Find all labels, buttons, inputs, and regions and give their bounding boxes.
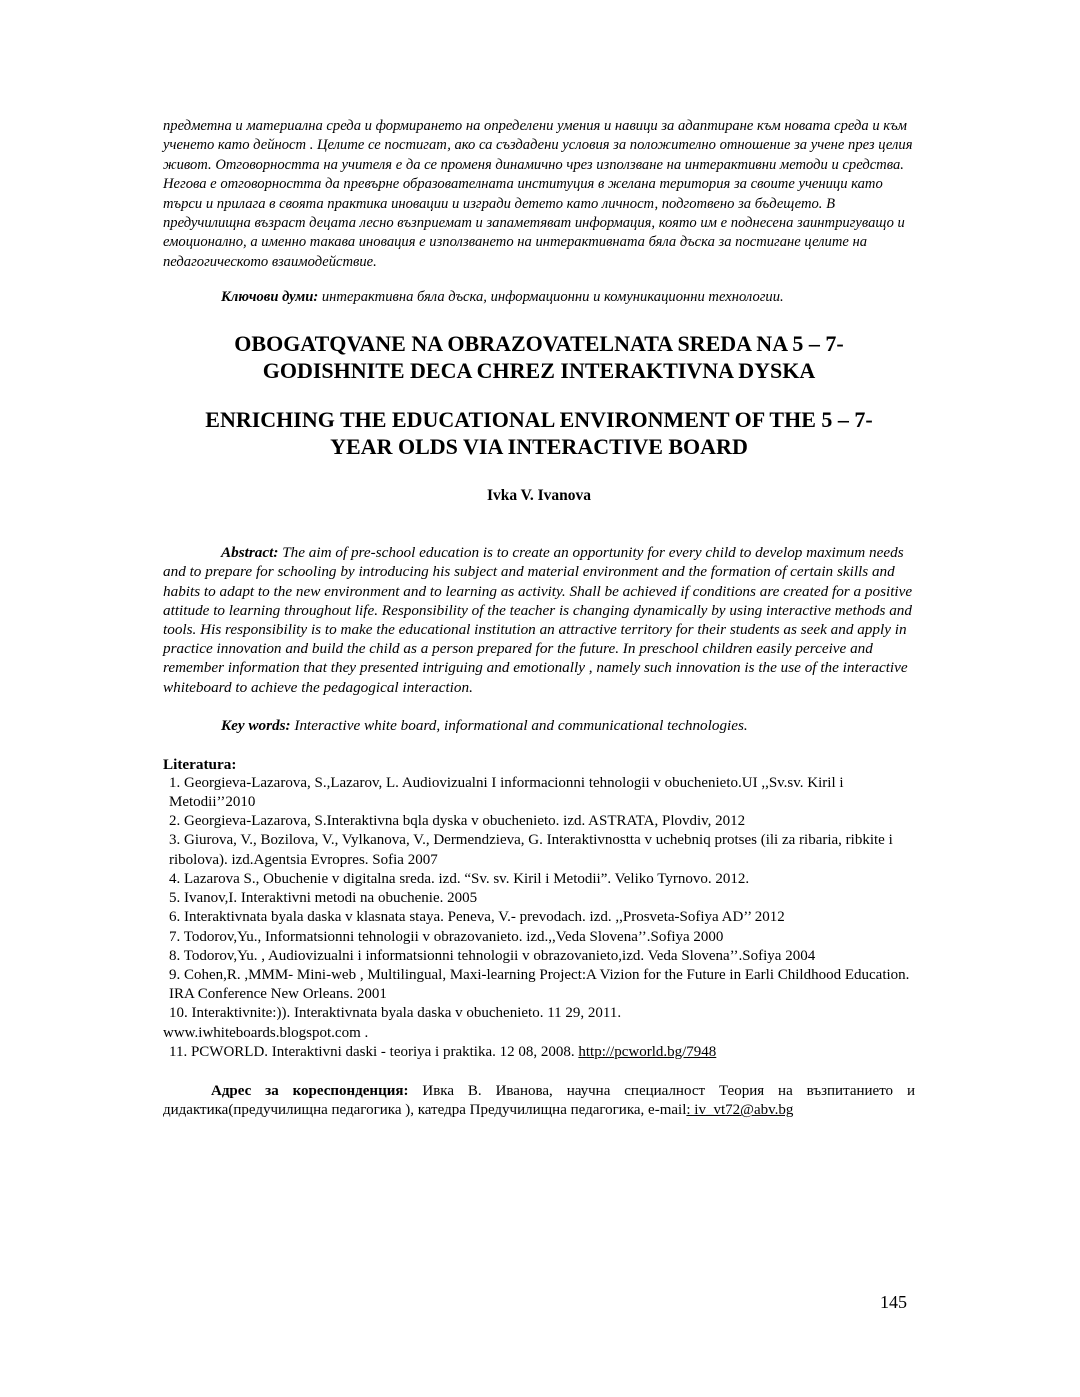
reference-item: 8. Todorov,Yu. , Audiovizualni i informatsionni tehnologii v obrazovanieto,izd. Veda Slovena’’.Sofiya 2004 bbox=[169, 947, 816, 964]
reference-item: 3. Giurova, V., Bozilova, V., Vylkanova, V., Dermendzieva, G. Interaktivnostta v uchebniq protses (ili za ribaria, ribkite i ribolova). izd.Agentsia Evropres. Sofia 2007 bbox=[169, 832, 893, 868]
bulgarian-abstract-continuation: предметна и материална среда и формирането на определени умения и навици за адаптиране към новата среда и към ученето като дейност . Целите се постигат, ако са създадени условия за положително отношение за учене през целия живот. Отговорността на учителя е да се променя динамично чрез използване на интерактивни методи и средства. Негова е отговорността да превърне образователната институция в желана територия за своите ученици като търси и прилага в своята практика иновации и изгради детето като личност, подготвено за бъдещето. В предучилищна възраст децата лесно възприемат и запаметяват информация, която им е поднесена заинтригуващо и емоционално, а именно такава иновация е използването на интерактивната бяла дъска за постигане целите на педагогическото взаимодействие. bbox=[163, 118, 913, 270]
reference-10-url: www.iwhiteboards.blogspot.com . bbox=[163, 1024, 369, 1041]
email-link[interactable]: : iv_vt72@abv.bg bbox=[686, 1102, 794, 1119]
page-content bbox=[163, 117, 915, 1121]
correspondence-address bbox=[163, 1082, 915, 1121]
english-title-line-1: ENRICHING THE EDUCATIONAL ENVIRONMENT OF THE 5 – 7- bbox=[205, 407, 873, 433]
address-label: Адрес за кореспонденция: bbox=[211, 1082, 409, 1099]
abstract-label: Abstract: bbox=[221, 544, 279, 562]
english-keywords bbox=[163, 716, 915, 735]
keywords-text: Interactive white board, informational and communicational technologies. bbox=[290, 716, 748, 734]
english-abstract bbox=[163, 543, 915, 697]
bulgarian-keywords-text: интерактивна бяла дъска, информационни и комуникационни технологии. bbox=[318, 289, 784, 306]
reference-item: 1. Georgieva-Lazarova, S.,Lazarov, L. Audiovizualni I informacionni tehnologii v obuchenieto.UI ,,Sv.sv. Kiril i Metodii’’2010 bbox=[169, 774, 844, 811]
transliterated-title-line-2: GODISHNITE DECA CHREZ INTERAKTIVNA DYSKA bbox=[262, 358, 816, 384]
reference-item: 9. Cohen,R. ,MMM- Mini-web , Multilingual, Maxi-learning Project:A Vizion for the Future in Earli Childhood Education. IRA Conference New Orleans. 2001 bbox=[169, 966, 910, 1003]
page-number: 145 bbox=[880, 1292, 907, 1312]
english-title-line-2: YEAR OLDS VIA INTERACTIVE BOARD bbox=[330, 434, 748, 460]
bulgarian-keywords-label: Ключови думи: bbox=[221, 289, 319, 306]
abstract-text: The aim of pre-school education is to create an opportunity for every child to develop maximum needs and to prepare for schooling by introducing his subject and material environment and the formation of certain skills and habits to adapt to the new environment and to learning as activity. Shall be achieved if conditions are created for a positive attitude to learning throughout life. Responsibility of the teacher is changing dynamically by using interactive methods and tools. His responsibility is to make the educational institution an attractive territory for their students as seek and apply in practice innovation and build the child as a person prepared for the future. In preschool children easily perceive and remember information that they presented intriguing and emotionally , namely such innovation is the use of the interactive whiteboard to achieve the pedagogical interaction. bbox=[163, 544, 913, 696]
literature-heading: Literatura: bbox=[163, 755, 237, 773]
reference-11-link[interactable]: http://pcworld.bg/7948 bbox=[578, 1043, 717, 1060]
reference-item: 6. Interaktivnata byala daska v klasnata staya. Peneva, V.- prevodach. izd. ,,Prosveta-Sofiya AD’’ 2012 bbox=[169, 909, 785, 926]
keywords-label: Key words: bbox=[221, 716, 291, 734]
reference-item: 5. Ivanov,I. Interaktivni metodi na obuchenie. 2005 bbox=[169, 890, 478, 907]
transliterated-title bbox=[163, 330, 915, 384]
bulgarian-keywords bbox=[163, 288, 915, 307]
transliterated-title-line-1: OBOGATQVANE NA OBRAZOVATELNATA SREDA NA 5 – 7- bbox=[234, 331, 844, 357]
reference-item: 7. Todorov,Yu., Informatsionni tehnologii v obrazovanieto. izd.,,Veda Slovena’’.Sofiya 2000 bbox=[169, 928, 724, 945]
reference-list bbox=[163, 774, 915, 1062]
reference-item: 10. Interaktivnite:)). Interaktivnata byala daska v obuchenieto. 11 29, 2011. bbox=[169, 1005, 622, 1022]
author-name: Ivka V. Ivanova bbox=[486, 487, 592, 505]
reference-item bbox=[163, 1043, 915, 1062]
reference-item: 4. Lazarova S., Obuchenie v digitalna sreda. izd. “Sv. sv. Kiril i Metodii”. Veliko Tyrnovo. 2012. bbox=[169, 870, 750, 887]
reference-11-text: 11. PCWORLD. Interaktivni daski - teoriya i praktika. 12 08, 2008. bbox=[169, 1043, 579, 1060]
reference-item: 2. Georgieva-Lazarova, S.Interaktivna bqla dyska v obuchenieto. izd. ASTRATA, Plovdiv, 2012 bbox=[169, 813, 746, 830]
english-title bbox=[163, 406, 915, 460]
address-text: Ивка В. Иванова, научна специалност Теория на възпитанието и дидактика(предучилищна педагогика ), катедра Предучилищна педагогика, e-mail bbox=[163, 1082, 915, 1119]
